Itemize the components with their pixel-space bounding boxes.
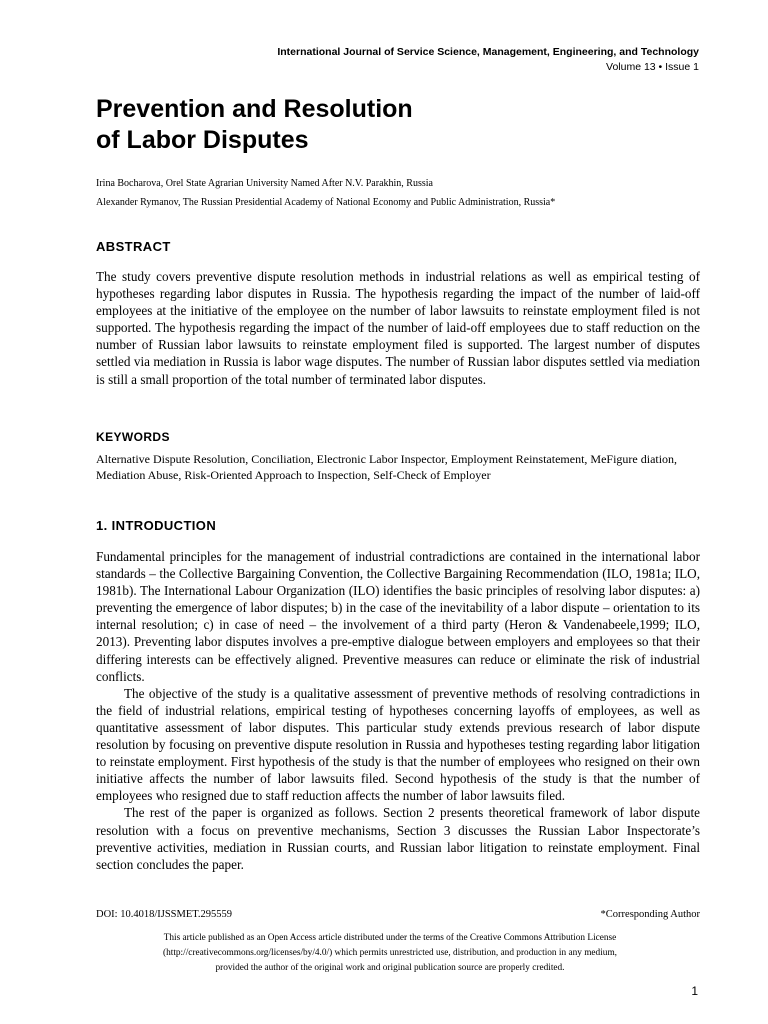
paper-title-line-2: of Labor Disputes (96, 126, 309, 154)
abstract-paragraph: The study covers preventive dispute resolution methods in industrial relations as well as empirical testing of hypotheses regarding labor disputes in Russia. The hypothesis regarding the impact of the number of laid-off employees at the initiative of the employee on the number of labor lawsuits to reinstate employment filed is not supported. The hypothesis regarding the impact of the number of laid-off employees due to staff reduction on the number of Russian labor lawsuits to reinstate employment filed is supported. The largest number of disputes settled via mediation in Russia is labor wage disputes. The number of Russian labor disputes settled via mediation is still a small proportion of the total number of terminated labor disputes. (96, 269, 700, 387)
introduction-heading: 1. INTRODUCTION (96, 518, 217, 533)
running-header (277, 45, 699, 75)
corresponding-author-note: *Corresponding Author (600, 909, 700, 920)
doi: DOI: 10.4018/IJSSMET.295559 (96, 909, 233, 920)
paper-title (96, 94, 656, 156)
license-line-3: provided the author of the original work and original publication source are properly credited. (215, 963, 565, 973)
license-line-1: This article published as an Open Access article distributed under the terms of the Creative Commons Attribution License (163, 933, 617, 943)
license-line-2: (http://creativecommons.org/licenses/by/4.0/) which permits unrestricted use, distribution, and production in any medium, (163, 948, 617, 958)
author-2: Alexander Rymanov, The Russian Presidential Academy of National Economy and Public Administration, Russia* (96, 197, 556, 208)
keywords-text (96, 451, 700, 483)
introduction-body (96, 548, 700, 873)
introduction-paragraph-3: The rest of the paper is organized as follows. Section 2 presents theoretical framework of labor dispute resolution with a focus on preventive mechanisms, Section 3 discusses the Russian Labor Inspectorate’s preventive activities, mediation in Russian courts, and Russian labor litigation to reinstate employment. Final section concludes the paper. (96, 805, 700, 872)
keywords-heading: KEYWORDS (96, 430, 170, 444)
keywords-list: Alternative Dispute Resolution, Conciliation, Electronic Labor Inspector, Employment Reinstatement, MeFigure diation, Mediation Abuse, Risk-Oriented Approach to Inspection, Self-Check of Employer (96, 452, 678, 482)
introduction-paragraph-1: Fundamental principles for the management of industrial contradictions are contained in the international labor standards – the Collective Bargaining Convention, the Collective Bargaining Recommendation (ILO, 1981a; ILO, 1981b). The International Labour Organization (ILO) identifies the basic principles of resolving labor disputes: a) preventing the emergence of labor disputes; b) in the case of the inevitability of a labor dispute – orientation to its internal resolution; c) in case of need – the involvement of a third party (Heron & Vandenabeele,1999; ILO, 2013). Preventing labor disputes involves a pre-emptive dialogue between employers and employees so that their differing interests can be effectively aligned. Preventive measures can reduce or eliminate the risk of industrial conflicts. (96, 549, 700, 684)
author-list (96, 174, 706, 212)
abstract-text (96, 268, 700, 388)
license-notice (110, 931, 670, 976)
abstract-heading: ABSTRACT (96, 239, 171, 254)
introduction-paragraph-2: The objective of the study is a qualitative assessment of preventive methods of resolving contradictions in the field of industrial relations, empirical testing of hypotheses concerning layoffs of employees, as well as quantitative assessment of labor disputes. This particular study extends previous research of labor dispute resolution by focusing on preventive dispute resolution in Russia and hypotheses testing regarding labor litigation to reinstate employment. First hypothesis of the study is that the number of employees who resigned on their own initiative affects the number of labor lawsuits filed. Second hypothesis of the study is that the number of employees who resigned due to staff reduction affects the number of labor lawsuits filed. (96, 685, 700, 804)
author-1: Irina Bocharova, Orel State Agrarian University Named After N.V. Parakhin, Russia (96, 178, 433, 189)
paper-title-line-1: Prevention and Resolution (96, 95, 413, 123)
journal-name: International Journal of Service Science, Management, Engineering, and Technology (277, 46, 699, 58)
page-number: 1 (691, 984, 698, 998)
journal-volume: Volume 13 • Issue 1 (606, 61, 699, 73)
